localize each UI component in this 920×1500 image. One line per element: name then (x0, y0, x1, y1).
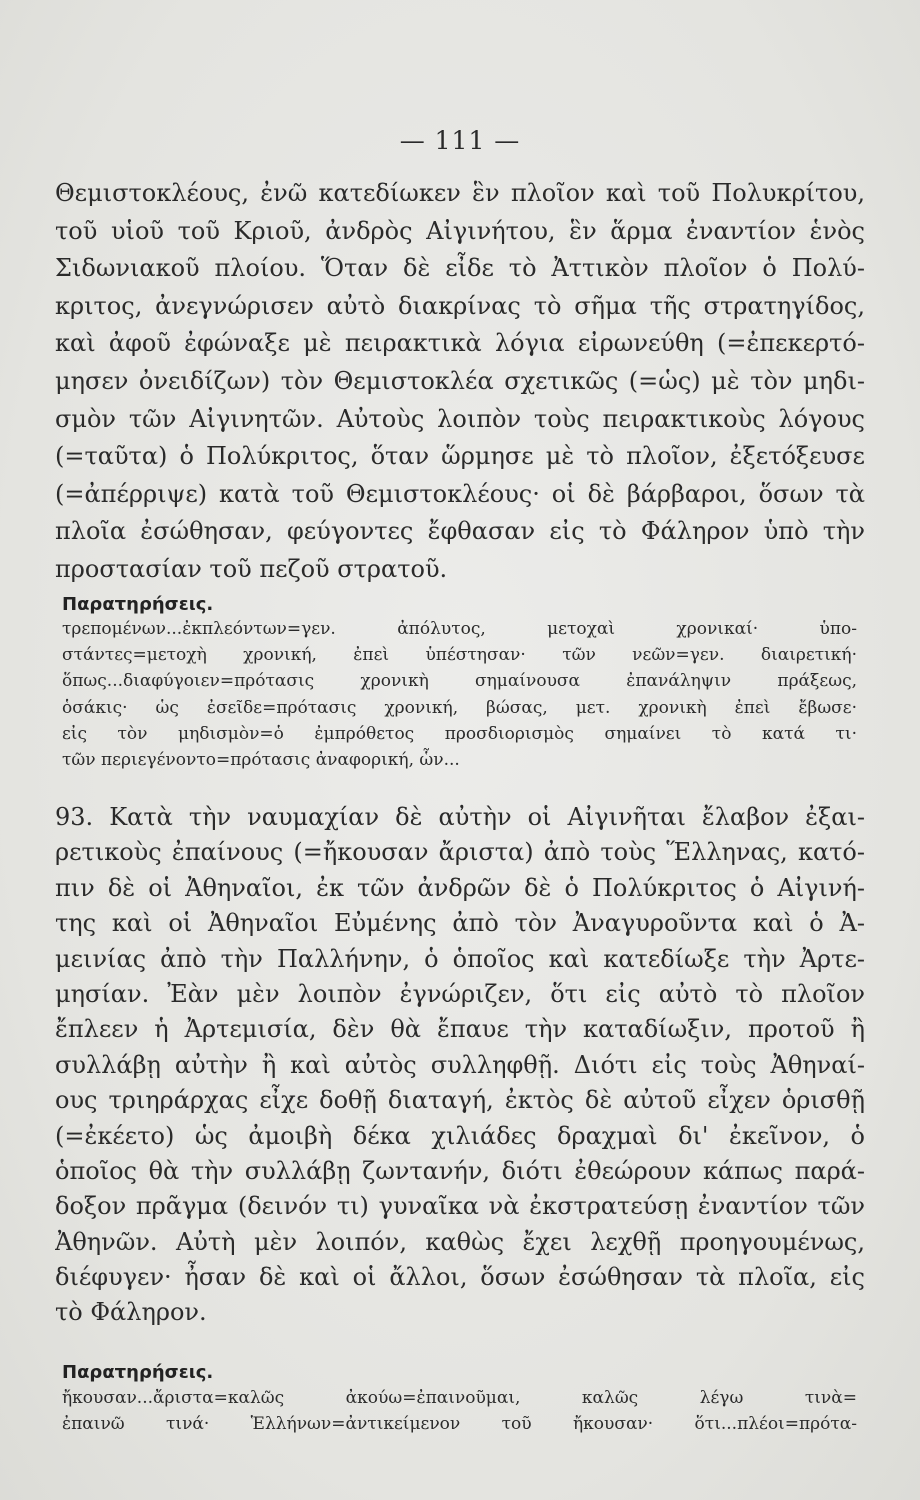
text-line: 93. Κατὰ τὴν ναυμαχίαν δὲ αὐτὴν οἱ Αἰγινῆται ἔλαβον ἐξαι- (55, 803, 865, 831)
text-line: διέφυγεν· ἦσαν δὲ καὶ οἱ ἄλλοι, ὅσων ἐσώθησαν τὰ πλοῖα, εἰς (55, 1263, 865, 1292)
text-line: καὶ ἀφοῦ ἐφώναξε μὲ πειρακτικὰ λόγια εἰρωνεύθη (=ἐπεκερτό- (55, 329, 865, 358)
text-line: Σιδωνιακοῦ πλοίου. Ὅταν δὲ εἶδε τὸ Ἀττικὸν πλοῖον ὁ Πολύ- (55, 254, 865, 283)
text-line: κριτος, ἀνεγνώρισεν αὐτὸ διακρίνας τὸ σῆμα τῆς στρατηγίδος, (55, 291, 865, 320)
note-line: ὅπως...διαφύγοιεν=πρότασις χρονικὴ σημαίνουσα ἐπανάληψιν πράξεως, (62, 671, 857, 692)
page-number: — 111 — (399, 126, 521, 155)
text-line: τοῦ υἱοῦ τοῦ Κριοῦ, ἀνδρὸς Αἰγινήτου, ἓν ἅρμα ἐναντίον ἑνὸς (55, 216, 865, 245)
text-line: ὁποῖος θὰ τὴν συλλάβῃ ζωντανήν, διότι ἐθεώρουν κάπως παρά- (55, 1156, 865, 1185)
text-line: μησίαν. Ἐὰν μὲν λοιπὸν ἐγνώριζεν, ὅτι εἰς αὐτὸ τὸ πλοῖον (55, 979, 865, 1008)
text-line: της καὶ οἱ Ἀθηναῖοι Εὐμένης ἀπὸ τὸν Ἀναγυροῦντα καὶ ὁ Ἀ- (55, 909, 865, 938)
text-line: δοξον πρᾶγμα (δεινόν τι) γυναῖκα νὰ ἐκστρατεύσῃ ἐναντίον τῶν (55, 1192, 865, 1221)
notes-block-2 (62, 1385, 857, 1437)
notes-heading: Παρατηρήσεις. (62, 1362, 214, 1383)
text-line: σμὸν τῶν Αἰγινητῶν. Αὐτοὺς λοιπὸν τοὺς πειρακτικοὺς λόγους (55, 404, 865, 433)
text-line: πλοῖα ἐσώθησαν, φεύγοντες ἔφθασαν εἰς τὸ Φάληρον ὑπὸ τὴν (55, 517, 865, 546)
text-line: (=ἀπέρριψε) κατὰ τοῦ Θεμιστοκλέους· οἱ δὲ βάρβαροι, ὅσων τὰ (55, 479, 865, 508)
text-line: μεινίας ἀπὸ τὴν Παλλήνην, ὁ ὁποῖος καὶ κατεδίωξε τὴν Ἀρτε- (55, 944, 865, 973)
text-line: ρετικοὺς ἐπαίνους (=ἤκουσαν ἄριστα) ἀπὸ τοὺς Ἕλληνας, κατό- (55, 838, 865, 867)
paragraph-93 (55, 800, 865, 1331)
note-line: ἐπαινῶ τινά· Ἑλλήνων=ἀντικείμενον τοῦ ἤκουσαν· ὅτι...πλέοι=πρότα- (62, 1414, 857, 1435)
text-line: ἔπλεεν ἡ Ἀρτεμισία, δὲν θὰ ἔπαυε τὴν καταδίωξιν, προτοῦ ἢ (55, 1015, 865, 1044)
note-line: εἰς τὸν μηδισμὸν=ὁ ἐμπρόθετος προσδιορισμὸς σημαίνει τὸ κατά τι· (62, 723, 857, 744)
text-line: τὸ Φάληρον. (55, 1298, 207, 1327)
text-line: προστασίαν τοῦ πεζοῦ στρατοῦ. (55, 554, 448, 583)
paragraph-1 (55, 175, 865, 589)
text-line: Θεμιστοκλέους, ἐνῶ κατεδίωκεν ἓν πλοῖον καὶ τοῦ Πολυκρίτου, (55, 179, 865, 207)
text-line: ους τριηράρχας εἶχε δοθῇ διαταγή, ἐκτὸς δὲ αὐτοῦ εἶχεν ὁρισθῇ (55, 1086, 865, 1115)
text-line: (=ἐκέετο) ὡς ἀμοιβὴ δέκα χιλιάδες δραχμαὶ δι' ἐκεῖνον, ὁ (55, 1121, 865, 1150)
text-line: μησεν ὀνειδίζων) τὸν Θεμιστοκλέα σχετικῶς (=ὡς) μὲ τὸν μηδι- (55, 366, 865, 395)
text-line: πιν δὲ οἱ Ἀθηναῖοι, ἐκ τῶν ἀνδρῶν δὲ ὁ Πολύκριτος ὁ Αἰγινή- (55, 873, 865, 902)
text-line: Ἀθηνῶν. Αὐτὴ μὲν λοιπόν, καθὼς ἔχει λεχθῇ προηγουμένως, (55, 1227, 865, 1256)
note-line: τρεπομένων...ἐκπλεόντων=γεν. ἀπόλυτος, μετοχαὶ χρονικαί· ὑπο- (62, 619, 857, 639)
text-line: (=ταῦτα) ὁ Πολύκριτος, ὅταν ὥρμησε μὲ τὸ πλοῖον, ἐξετόξευσε (55, 442, 865, 471)
note-line: ὁσάκις· ὡς ἐσεῖδε=πρότασις χρονική, βώσας, μετ. χρονικὴ ἐπεὶ ἔβωσε· (62, 697, 857, 718)
notes-heading: Παρατηρήσεις. (62, 594, 214, 615)
note-line: στάντες=μετοχὴ χρονική, ἐπεὶ ὑπέστησαν· τῶν νεῶν=γεν. διαιρετική· (62, 645, 857, 666)
note-line: ἤκουσαν...ἄριστα=καλῶς ἀκούω=ἐπαινοῦμαι, καλῶς λέγω τινὰ= (62, 1388, 857, 1408)
note-line: τῶν περιεγένοντο=πρότασις ἀναφορική, ὧν... (62, 749, 460, 770)
notes-block-1 (62, 616, 857, 773)
text-line: συλλάβῃ αὐτὴν ἢ καὶ αὐτὸς συλληφθῇ. Διότι εἰς τοὺς Ἀθηναί- (55, 1050, 865, 1079)
